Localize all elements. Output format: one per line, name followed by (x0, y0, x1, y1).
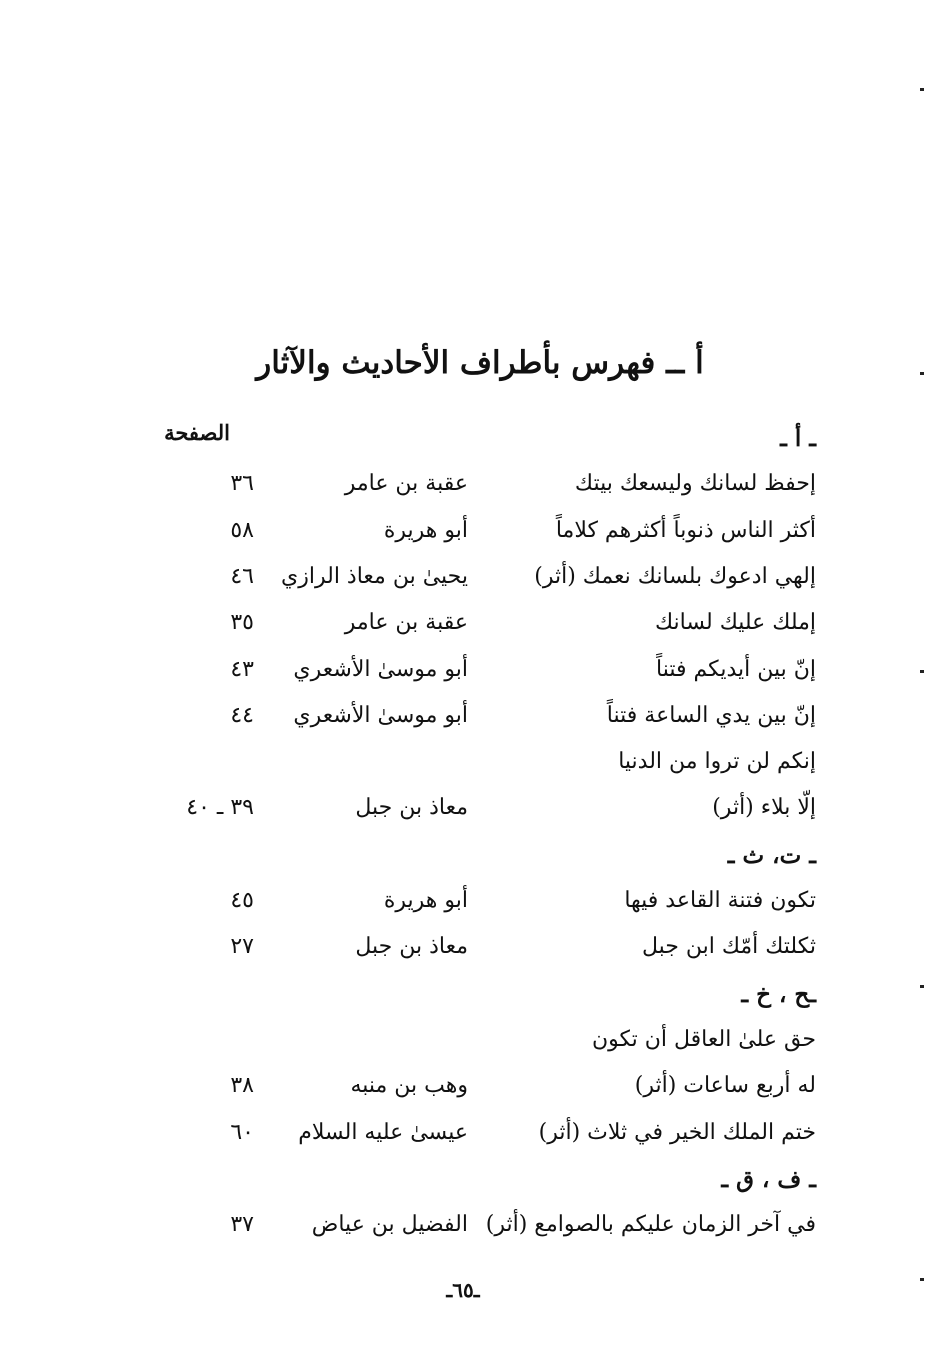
letter-heading (0, 842, 926, 882)
index-entry (0, 1120, 926, 1160)
hadith-phrase: تكون فتنة القاعد فيها (624, 888, 816, 913)
index-entry (0, 703, 926, 743)
page-reference: ٤٦ (230, 564, 254, 589)
index-entry (0, 610, 926, 650)
index-entry (0, 518, 926, 558)
narrator-name: يحيىٰ بن معاذ الرازي (281, 564, 468, 589)
page-reference: ٣٥ (230, 610, 254, 635)
page-reference: ٢٧ (230, 934, 254, 959)
page-reference: ٣٦ (230, 471, 254, 496)
index-entry (0, 1212, 926, 1252)
page-reference: ٤٥ (230, 888, 254, 913)
letter-heading-label: ـ أ ـ (780, 425, 816, 452)
margin-mark (920, 88, 924, 91)
index-title: أ ــ فهرس بأطراف الأحاديث والآثار (256, 345, 704, 381)
hadith-phrase: إنكم لن تروا من الدنيا (618, 749, 816, 774)
letter-heading-label: ـح ، خ ـ (741, 981, 816, 1008)
hadith-phrase: إملك عليك لسانك (655, 610, 816, 635)
narrator-name: أبو موسىٰ الأشعري (293, 657, 468, 682)
margin-mark (920, 985, 924, 988)
letter-heading (0, 981, 926, 1021)
page-reference: ٥٨ (230, 518, 254, 543)
index-entry (0, 1073, 926, 1113)
margin-mark (920, 1278, 924, 1281)
margin-mark (920, 372, 924, 375)
index-entry (0, 657, 926, 697)
letter-heading-label: ـ ت، ث ـ (727, 842, 816, 869)
narrator-name: أبو هريرة (383, 888, 468, 913)
hadith-phrase: إلهي ادعوك بلسانك نعمك (أثر) (534, 564, 816, 589)
narrator-name: معاذ بن جبل (355, 934, 468, 959)
narrator-name: عقبة بن عامر (344, 471, 468, 496)
letter-heading-label: ـ ف ، ق ـ (721, 1166, 816, 1193)
page-reference: ٣٨ (230, 1073, 254, 1098)
index-entry (0, 795, 926, 835)
page-reference: ٣٧ (230, 1212, 254, 1237)
narrator-name: أبو هريرة (383, 518, 468, 543)
page-reference: ٦٠ (230, 1120, 254, 1145)
page-reference: ٣٩ ـ ٤٠ (186, 795, 254, 820)
page-reference: ٤٤ (230, 703, 254, 728)
hadith-phrase: له أربع ساعات (أثر) (634, 1073, 816, 1098)
index-entry (0, 564, 926, 604)
hadith-phrase: إحفظ لسانك وليسعك بيتك (574, 471, 816, 496)
index-entry (0, 749, 926, 789)
hadith-phrase: إلّا بلاء (أثر) (712, 795, 816, 820)
narrator-name: عيسىٰ عليه السلام (298, 1120, 468, 1145)
hadith-phrase: أكثر الناس ذنوباً أكثرهم كلاماً (555, 518, 816, 543)
hadith-phrase: في آخر الزمان عليكم بالصوامع (أثر) (485, 1212, 816, 1237)
hadith-phrase: ثكلتك أمّك ابن جبل (641, 934, 816, 959)
hadith-phrase: ختم الملك الخير في ثلاث (أثر) (538, 1120, 816, 1145)
narrator-name: عقبة بن عامر (344, 610, 468, 635)
hadith-phrase: إنّ بين أيديكم فتناً (656, 657, 816, 682)
page-column-header: الصفحة (164, 420, 230, 445)
narrator-name: أبو موسىٰ الأشعري (293, 703, 468, 728)
page-number-footer: ـ٦٥ـ (446, 1278, 480, 1302)
narrator-name: الفضيل بن عياض (311, 1212, 468, 1237)
narrator-name: معاذ بن جبل (355, 795, 468, 820)
letter-heading (0, 1166, 926, 1206)
margin-mark (920, 670, 924, 673)
index-entry (0, 471, 926, 511)
index-entry (0, 888, 926, 928)
narrator-name: وهب بن منبه (350, 1073, 468, 1098)
hadith-phrase: إنّ بين يدي الساعة فتناً (606, 703, 816, 728)
index-entry (0, 1027, 926, 1067)
page-reference: ٤٣ (230, 657, 254, 682)
letter-heading (0, 425, 926, 465)
index-entry (0, 934, 926, 974)
hadith-phrase: حق علىٰ العاقل أن تكون (591, 1027, 816, 1052)
